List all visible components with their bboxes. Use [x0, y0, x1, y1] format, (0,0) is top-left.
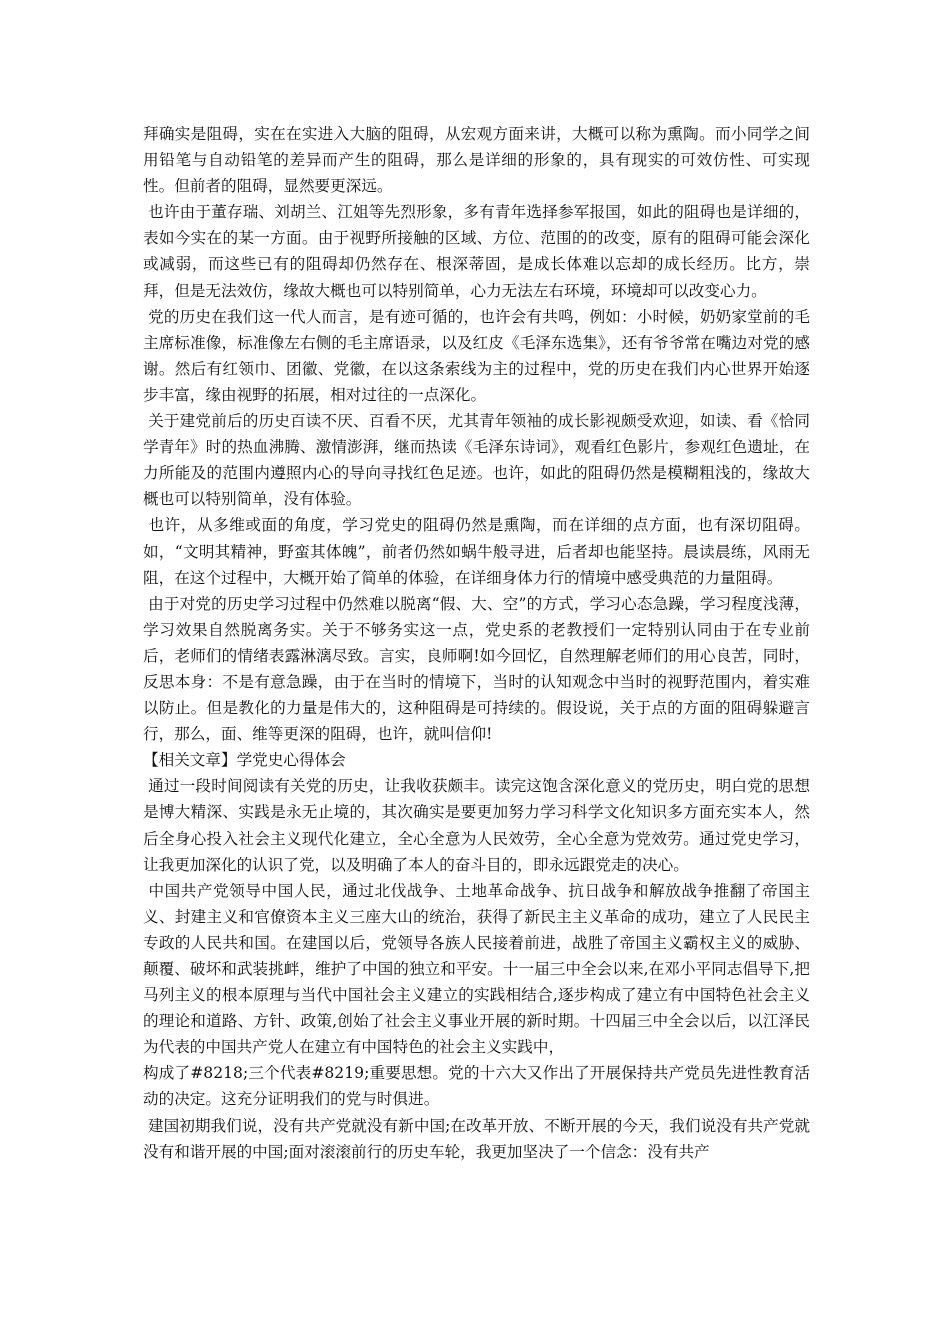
- paragraph-influence-intro: 拜确实是阻碍，实在在实进入大脑的阻碍，从宏观方面来讲，大概可以称为熏陶。而小同学之间用铅笔与自动铅笔的差异而产生的阻碍，那么是详细的形象的，具有现实的可效仿性、可实现性。但前者的阻碍，显然要更深远。: [143, 125, 810, 196]
- paragraph-founding-history: 关于建党前后的历史百读不厌、百看不厌，尤其青年领袖的成长影视颇受欢迎，如读、看《恰同学青年》时的热血沸腾、激情澎湃，继而热读《毛泽东诗词》，观看红色影片，参观红色遗址，在力所能及的范围内遵照内心的导向寻找红色足迹。也许，如此的阻碍仍然是模糊粗浅的，缘故大概也可以特别简单，没有体验。: [143, 412, 810, 509]
- paragraph-reading-gains: 通过一段时间阅读有关党的历史，让我收获颇丰。读完这饱含深化意义的党历史，明白党的思想是博大精深、实践是永无止境的，其次确实是要更加努力学习科学文化知识多方面充实本人，然后全身心投入社会主义现代化建立，全心全意为人民效劳，全心全意为党效劳。通过党史学习，让我更加深化的认识了党，以及明确了本人的奋斗目的，即永远跟党走的决心。: [143, 777, 810, 874]
- paragraph-martyrs: 也许由于董存瑞、刘胡兰、江姐等先烈形象，多有青年选择参军报国，如此的阻碍也是详细的，表如今实在的某一方面。由于视野所接触的区域、方位、范围的的改变，原有的阻碍可能会深化或减弱，而这些已有的阻碍却仍然存在、根深蒂固，是成长体难以忘却的成长经历。比方，崇拜，但是无法效仿，缘故大概也可以特别简单，心力无法左右环境，环境却可以改变心力。: [143, 203, 810, 300]
- paragraph-party-leadership: 中国共产党领导中国人民，通过北伐战争、土地革命战争、抗日战争和解放战争推翻了帝国主义、封建主义和官僚资本主义三座大山的统治，获得了新民主主义革命的成功，建立了人民民主专政的人民共和国。在建国以后，党领导各族人民接着前进，战胜了帝国主义霸权主义的威胁、颠覆、破坏和武装挑衅，维护了中国的独立和平安。十一届三中全会以来,在邓小平同志倡导下,把马列主义的根本原理与当代中国社会主义建立的实践相结合,逐步构成了建立有中国特色社会主义的理论和道路、方针、政策,创始了社会主义事业开展的新时期。十四届三中全会以后，以江泽民为代表的中国共产党人在建立有中国特色的社会主义实践中，: [143, 881, 810, 1057]
- related-article-heading: 【相关文章】学党史心得体会: [143, 751, 346, 770]
- paragraph-three-represents: 构成了#8218;三个代表#8219;重要思想。党的十六大又作出了开展保持共产党员先进性教育活动的决定。这充分证明我们的党与时俱进。: [143, 1064, 810, 1109]
- paragraph-multi-dimension: 也许，从多维或面的角度，学习党史的阻碍仍然是熏陶，而在详细的点方面，也有深切阻碍。如，“文明其精神，野蛮其体魄”，前者仍然如蜗牛般寻进，后者却也能坚持。晨读晨练，风雨无阻，在这个过程中，大概开始了简单的体验，在详细身体力行的情境中感受典范的力量阻碍。: [143, 516, 810, 587]
- document-page: [143, 121, 810, 1165]
- paragraph-early-founding: 建国初期我们说，没有共产党就没有新中国;在改革开放、不断开展的今天，我们说没有共产党就没有和谐开展的中国;面对滚滚前行的历史车轮，我更加坚决了一个信念：没有共产: [143, 1116, 810, 1161]
- paragraph-learning-attitude: 由于对党的历史学习过程中仍然难以脱离“假、大、空”的方式，学习心态急躁，学习程度浅薄，学习效果自然脱离务实。关于不够务实这一点，党史系的老教授们一定特别认同由于在专业前后，老师们的情绪表露淋漓尽致。言实，良师啊!如今回忆，自然理解老师们的用心良苦，同时，反思本身：不是有意急躁，由于在当时的情境下，当时的认知观念中当时的视野范围内，着实难以防止。但是教化的力量是伟大的，这种阻碍是可持续的。假设说，关于点的方面的阻碍躲避言行，那么，面、维等更深的阻碍，也许，就叫信仰!: [143, 594, 810, 744]
- paragraph-party-history-generation: 党的历史在我们这一代人而言，是有迹可循的，也许会有共鸣，例如：小时候，奶奶家堂前的毛主席标准像，标准像左右侧的毛主席语录，以及红皮《毛泽东选集》，还有爷爷常在嘴边对党的感谢。然后有红领巾、团徽、党徽，在以这条索线为主的过程中，党的历史在我们内心世界开始逐步丰富，缘由视野的拓展，相对过往的一点深化。: [143, 307, 810, 404]
